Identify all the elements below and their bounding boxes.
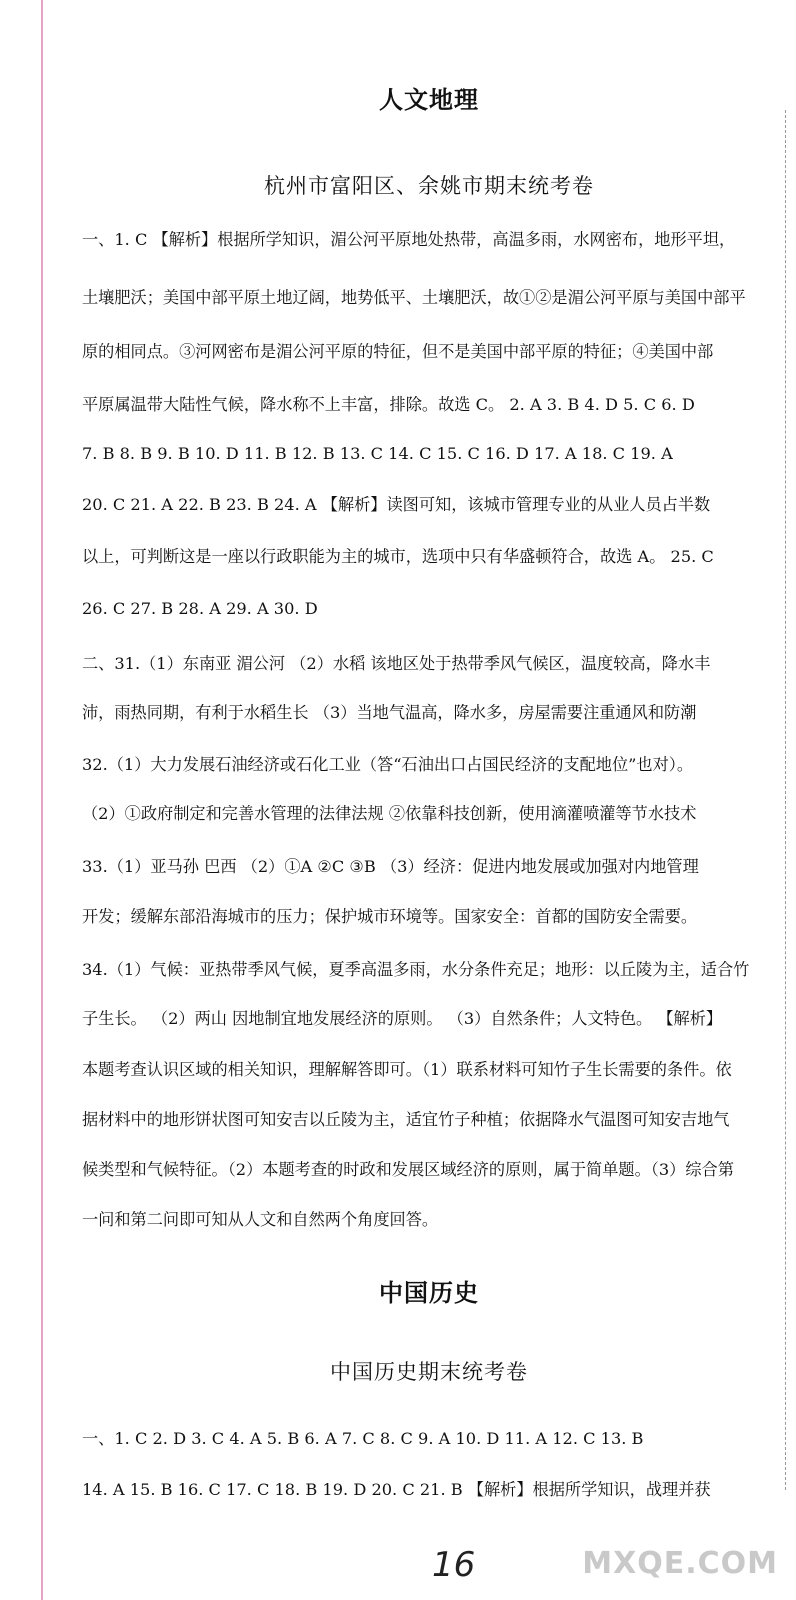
- answer-line: 子生长。 （2）两山 因地制宜地发展经济的原则。 （3）自然条件；人文特色。 【解析】: [82, 1009, 723, 1028]
- answer-line: 14. A 15. B 16. C 17. C 18. B 19. D 20. C 21. B 【解析】根据所学知识，战理并获: [82, 1480, 711, 1499]
- answer-line: 据材料中的地形饼状图可知安吉以丘陵为主，适宜竹子种植；依据降水气温图可知安吉地气: [82, 1110, 730, 1129]
- answer-line: 34.（1）气候：亚热带季风气候，夏季高温多雨，水分条件充足；地形：以丘陵为主，适合竹: [82, 960, 750, 979]
- answer-line: 7. B 8. B 9. B 10. D 11. B 12. B 13. C 14. C 15. C 16. D 17. A 18. C 19. A: [82, 444, 673, 463]
- answer-line: 33.（1）亚马孙 巴西 （2）①A ②C ③B （3）经济：促进内地发展或加强对内地管理: [82, 857, 699, 876]
- answer-line: 一、1. C 【解析】根据所学知识，湄公河平原地处热带，高温多雨，水网密布，地形平坦，: [82, 230, 736, 249]
- answer-line: 原的相同点。③河网密布是湄公河平原的特征，但不是美国中部平原的特征；④美国中部: [82, 342, 714, 361]
- answer-line: 26. C 27. B 28. A 29. A 30. D: [82, 599, 318, 618]
- answer-line: 开发；缓解东部沿海城市的压力；保护城市环境等。国家安全：首都的国防安全需要。: [82, 907, 698, 926]
- page-number: 16: [432, 1545, 476, 1585]
- answer-line: 平原属温带大陆性气候，降水称不上丰富，排除。故选 C。 2. A 3. B 4. D 5. C 6. D: [82, 395, 695, 414]
- section-title-geography: 人文地理: [379, 86, 479, 114]
- answer-line: 土壤肥沃；美国中部平原土地辽阔，地势低平、土壤肥沃，故①②是湄公河平原与美国中部平: [82, 288, 746, 307]
- exam-title-geography: 杭州市富阳区、余姚市期末统考卷: [264, 174, 594, 198]
- exam-title-history: 中国历史期末统考卷: [330, 1360, 528, 1384]
- answer-line: 20. C 21. A 22. B 23. B 24. A 【解析】读图可知，该城市管理专业的从业人员占半数: [82, 495, 711, 514]
- answer-line: 二、31.（1）东南亚 湄公河 （2）水稻 该地区处于热带季风气候区，温度较高，降水丰: [82, 654, 711, 673]
- answer-line: 32.（1）大力发展石油经济或石化工业（答“石油出口占国民经济的支配地位”也对）。: [82, 755, 694, 774]
- answer-line: 候类型和气候特征。（2）本题考查的时政和发展区域经济的原则，属于简单题。（3）综合第: [82, 1160, 734, 1179]
- site-watermark: MXQE.COM: [582, 1546, 778, 1581]
- answer-line: 沛，雨热同期，有利于水稻生长 （3）当地气温高，降水多，房屋需要注重通风和防潮: [82, 703, 697, 722]
- answer-line: 一问和第二问即可知从人文和自然两个角度回答。: [82, 1210, 439, 1229]
- answer-line: 本题考查认识区域的相关知识，理解解答即可。（1）联系材料可知竹子生长需要的条件。依: [82, 1060, 732, 1079]
- margin-rule: [41, 0, 43, 1600]
- binding-edge: [784, 110, 786, 1490]
- answer-line: 以上，可判断这是一座以行政职能为主的城市，选项中只有华盛顿符合，故选 A。 25. C: [82, 547, 714, 566]
- answer-line: （2）①政府制定和完善水管理的法律法规 ②依靠科技创新，使用滴灌喷灌等节水技术: [82, 804, 697, 823]
- answer-line: 一、1. C 2. D 3. C 4. A 5. B 6. A 7. C 8. C 9. A 10. D 11. A 12. C 13. B: [82, 1429, 644, 1448]
- section-title-history: 中国历史: [379, 1279, 479, 1307]
